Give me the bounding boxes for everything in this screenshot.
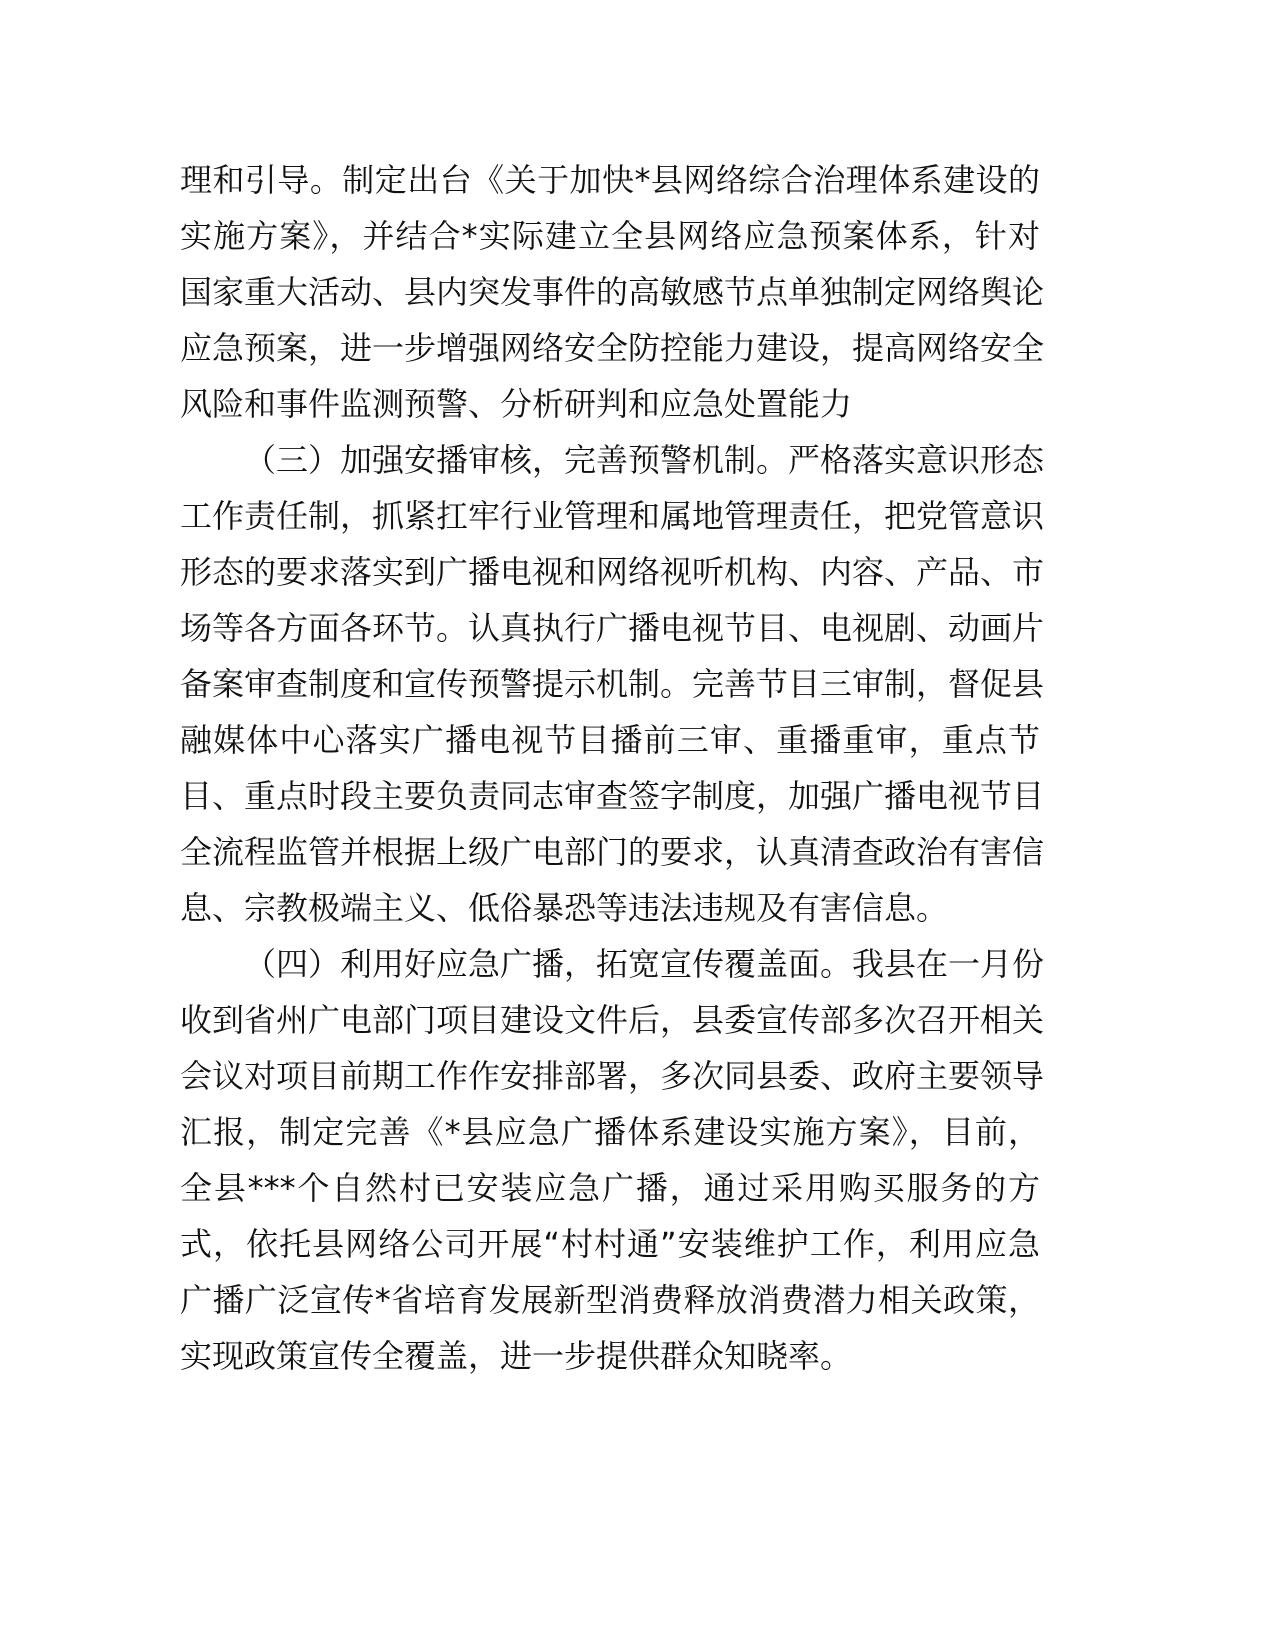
text-line: 备案审查制度和宣传预警提示机制。完善节目三审制，督促县 <box>180 665 1045 703</box>
paragraph-continuation <box>180 152 1045 432</box>
text-line: 全流程监管并根据上级广电部门的要求，认真清查政治有害信 <box>180 833 1045 871</box>
text-line: 场等各方面各环节。认真执行广播电视节目、电视剧、动画片 <box>180 609 1045 647</box>
text-line: 收到省州广电部门项目建设文件后，县委宣传部多次召开相关 <box>180 1001 1045 1039</box>
text-line: 目、重点时段主要负责同志审查签字制度，加强广播电视节目 <box>180 777 1045 815</box>
text-line: 实现政策宣传全覆盖，进一步提供群众知晓率。 <box>180 1337 853 1375</box>
text-line: 全县***个自然村已安装应急广播，通过采用购买服务的方 <box>180 1169 1040 1207</box>
text-line: 汇报，制定完善《*县应急广播体系建设实施方案》，目前， <box>180 1113 1040 1151</box>
paragraph-section-3 <box>180 432 1045 936</box>
text-line: 风险和事件监测预警、分析研判和应急处置能力 <box>180 385 853 423</box>
section-heading-line: （四）利用好应急广播，拓宽宣传覆盖面。我县在一月份 <box>244 945 1045 983</box>
text-line: 国家重大活动、县内突发事件的高敏感节点单独制定网络舆论 <box>180 273 1045 311</box>
text-line: 融媒体中心落实广播电视节目播前三审、重播重审，重点节 <box>180 721 1040 759</box>
text-line: 息、宗教极端主义、低俗暴恐等违法违规及有害信息。 <box>180 889 949 927</box>
text-line: 应急预案，进一步增强网络安全防控能力建设，提高网络安全 <box>180 329 1045 367</box>
text-line: 形态的要求落实到广播电视和网络视听机构、内容、产品、市 <box>180 553 1045 591</box>
paragraph-section-4 <box>180 936 1045 1384</box>
text-line: 会议对项目前期工作作安排部署，多次同县委、政府主要领导 <box>180 1057 1045 1095</box>
text-line: 广播广泛宣传*省培育发展新型消费释放消费潜力相关政策， <box>180 1281 1040 1319</box>
text-line: 工作责任制，抓紧扛牢行业管理和属地管理责任，把党管意识 <box>180 497 1045 535</box>
section-heading-line: （三）加强安播审核，完善预警机制。严格落实意识形态 <box>244 441 1045 479</box>
text-line: 式，依托县网络公司开展“村村通”安装维护工作，利用应急 <box>180 1225 1040 1263</box>
text-line: 理和引导。制定出台《关于加快*县网络综合治理体系建设的 <box>180 161 1040 199</box>
document-body <box>180 152 1045 1384</box>
text-line: 实施方案》，并结合*实际建立全县网络应急预案体系，针对 <box>180 217 1040 255</box>
